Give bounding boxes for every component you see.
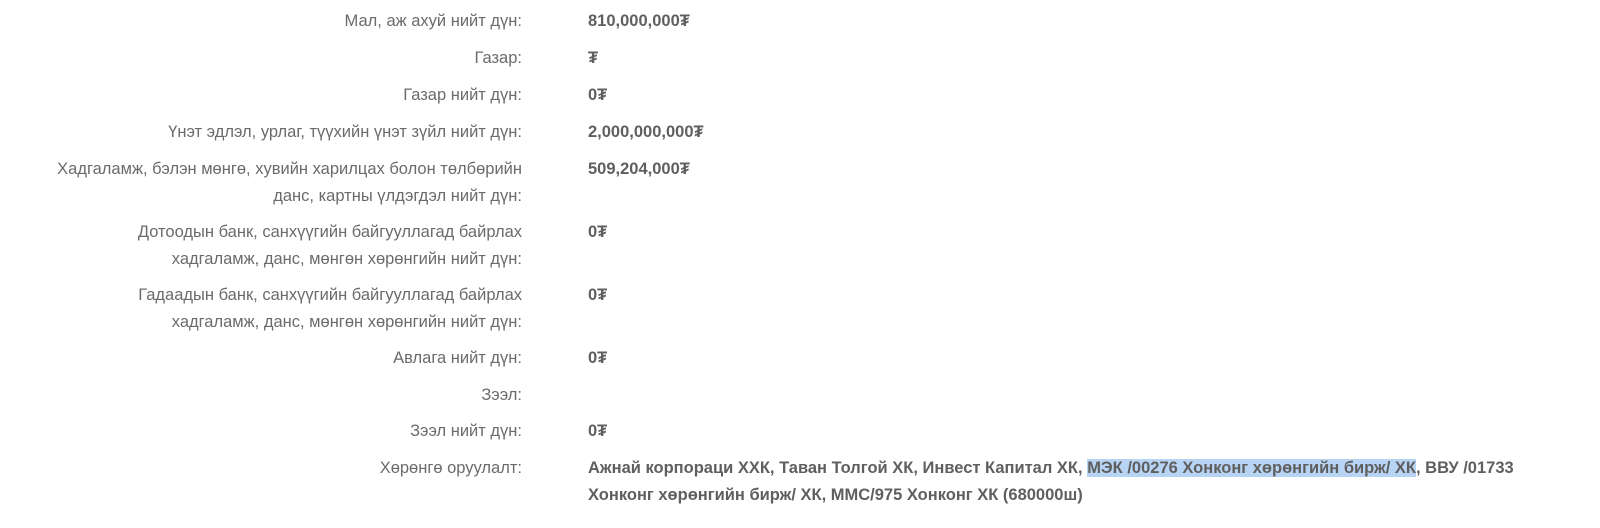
row-label-line: Гадаадын банк, санхүүгийн байгууллагад байрлах (138, 286, 522, 304)
row-foreign-bank-total (0, 282, 1600, 336)
row-value: 0₮ (588, 86, 608, 104)
row-domestic-bank-total (0, 219, 1600, 273)
row-label-line: хадгаламж, данс, мөнгөн хөрөнгийн нийт дүн: (171, 250, 522, 268)
row-land (0, 45, 1600, 72)
row-label-line: данс, картны үлдэгдэл нийт дүн: (273, 187, 522, 205)
row-value: 0₮ (588, 286, 608, 304)
row-value: 0₮ (588, 422, 608, 440)
value-text: , ВВУ /01733 Хонконг хөрөнгийн бирж/ ХК, ММС/975 Хонконг ХК (680000ш) (588, 459, 1514, 504)
row-loan-total (0, 418, 1600, 445)
row-loan (0, 382, 1600, 409)
row-label (0, 282, 522, 336)
row-value: ₮ (588, 49, 599, 67)
row-label: Зээл: (481, 386, 522, 404)
row-value: 0₮ (588, 223, 608, 241)
row-label: Газар: (474, 49, 522, 67)
row-label: Авлага нийт дүн: (393, 349, 522, 367)
row-label: Газар нийт дүн: (403, 86, 522, 104)
row-value (588, 455, 1568, 509)
selected-text-highlight: МЭК /00276 Хонконг хөрөнгийн бирж/ ХК (1087, 459, 1416, 477)
row-valuables-total (0, 119, 1600, 146)
row-savings-total (0, 156, 1600, 210)
row-value: 2,000,000,000₮ (588, 123, 704, 141)
row-label (0, 156, 522, 210)
row-label: Зээл нийт дүн: (410, 422, 522, 440)
value-text: Ажнай корпораци ХХК, Таван Толгой ХК, Инвест Капитал ХК, (588, 459, 1088, 477)
row-value: 0₮ (588, 349, 608, 367)
row-label (0, 219, 522, 273)
row-livestock-total (0, 8, 1600, 35)
row-label-line: Дотоодын банк, санхүүгийн байгууллагад байрлах (137, 223, 522, 241)
row-label-line: хадгаламж, данс, мөнгөн хөрөнгийн нийт дүн: (171, 313, 522, 331)
row-label-line: Хадгаламж, бэлэн мөнгө, хувийн харилцах болон төлбөрийн (57, 160, 522, 178)
row-land-total (0, 82, 1600, 109)
row-label: Мал, аж ахуй нийт дүн: (344, 12, 522, 30)
row-receivables-total (0, 345, 1600, 372)
row-value: 810,000,000₮ (588, 12, 690, 30)
row-value: 509,204,000₮ (588, 160, 690, 178)
row-label: Хөрөнгө оруулалт: (379, 459, 522, 477)
row-label: Үнэт эдлэл, урлаг, түүхийн үнэт зүйл нийт дүн: (168, 123, 522, 141)
row-investments (0, 455, 1600, 504)
